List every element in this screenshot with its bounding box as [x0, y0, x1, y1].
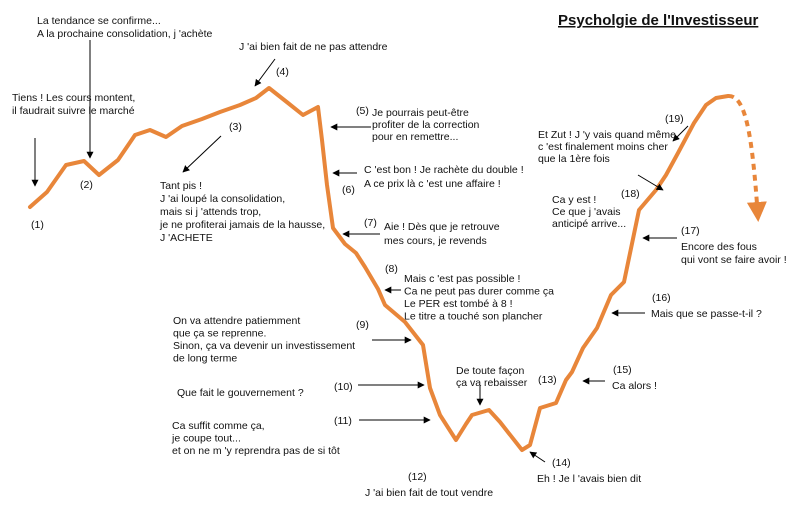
caption-line: que la 1ère fois: [538, 153, 610, 165]
caption-line: que ça se reprenne.: [173, 327, 267, 340]
caption-line: je ne profiterai jamais de la hausse,: [160, 219, 326, 231]
caption-line: pour en remettre...: [372, 131, 459, 143]
caption-line: Tiens ! Les cours montent,: [12, 92, 136, 104]
caption-line: je coupe tout...: [172, 432, 241, 445]
step-number: (3): [229, 121, 242, 133]
step-captions: [12, 15, 787, 499]
caption-line: Encore des fous: [681, 241, 757, 253]
caption-14: [537, 473, 641, 485]
caption-line: La tendance se confirme...: [37, 15, 161, 27]
diagram-title: Psycholgie de l'Investisseur: [558, 12, 759, 29]
caption-line: c 'est finalement moins cher: [538, 141, 668, 153]
caption-9: [173, 315, 355, 365]
caption-line: Et Zut ! J 'y vais quand même: [538, 129, 676, 141]
caption-line: Ce que j 'avais: [552, 206, 621, 218]
caption-8: [404, 273, 554, 323]
step-number: (5): [356, 105, 369, 117]
step-number: (16): [652, 292, 671, 304]
caption-line: On va attendre patiemment: [173, 315, 301, 327]
caption-line: Ca suffit comme ça,: [172, 420, 265, 432]
step-number: (14): [552, 457, 571, 469]
caption-line: Aie ! Dès que je retrouve: [384, 221, 500, 233]
caption-line: Tant pis !: [160, 180, 203, 192]
caption-line: de long terme: [173, 352, 238, 365]
caption-line: qui vont se faire avoir !: [681, 254, 787, 266]
caption-line: profiter de la correction: [372, 119, 480, 131]
step-number: (13): [538, 374, 557, 386]
caption-10: [177, 387, 304, 399]
step-number: (8): [385, 263, 398, 275]
caption-line: Je pourrais peut-être: [372, 107, 469, 119]
arrow-3: [183, 136, 221, 172]
caption-line: Ca y est !: [552, 194, 597, 206]
step-number: (15): [613, 364, 632, 376]
caption-line: mes cours, je revends: [384, 235, 487, 247]
projection-curve: [728, 96, 758, 218]
caption-line: A la prochaine consolidation, j 'achète: [37, 28, 213, 40]
step-number: (18): [621, 188, 640, 200]
caption-line: ça va rebaisser: [456, 377, 528, 389]
caption-13: [456, 365, 528, 389]
caption-18: [552, 194, 626, 230]
step-number: (11): [334, 415, 352, 427]
caption-line: Eh ! Je l 'avais bien dit: [537, 473, 642, 485]
step-number: (19): [665, 113, 684, 125]
caption-line: Le PER est tombé à 8 !: [404, 298, 513, 310]
caption-line: Ca ne peut pas durer comme ça: [404, 285, 554, 298]
caption-line: Mais c 'est pas possible !: [404, 273, 521, 285]
arrow-14: [530, 452, 545, 462]
step-number: (2): [80, 179, 93, 191]
caption-line: Que fait le gouvernement ?: [177, 387, 304, 399]
step-number: (4): [276, 66, 289, 78]
caption-7: [384, 221, 500, 247]
caption-4: [239, 41, 388, 53]
step-number: (9): [356, 319, 369, 331]
caption-1: [12, 92, 135, 117]
caption-3: [159, 180, 325, 244]
caption-16: [651, 308, 762, 320]
step-number: (17): [681, 225, 700, 237]
caption-19: [538, 129, 676, 165]
caption-11: [171, 420, 340, 457]
arrow-4: [255, 59, 275, 86]
caption-5: [372, 107, 480, 143]
caption-line: J 'ai bien fait de tout vendre: [365, 487, 494, 499]
caption-15: [612, 380, 657, 392]
caption-6: [364, 164, 524, 190]
caption-line: J 'ai bien fait de ne pas attendre: [239, 41, 388, 53]
caption-line: Ca alors !: [612, 380, 657, 392]
caption-line: C 'est bon ! Je rachète du double !: [364, 164, 524, 176]
caption-line: il faudrait suivre le marché: [12, 105, 135, 117]
caption-line: A ce prix là c 'est une affaire !: [364, 178, 501, 190]
caption-12: [365, 487, 493, 499]
step-number: (10): [334, 381, 353, 393]
caption-line: mais si j 'attends trop,: [160, 206, 262, 218]
step-number: (1): [31, 219, 44, 231]
step-number: (12): [408, 471, 427, 483]
step-number: (7): [364, 217, 377, 229]
caption-line: J 'ai loupé la consolidation,: [160, 193, 286, 205]
caption-2: [37, 15, 213, 40]
step-number: (6): [342, 184, 355, 196]
caption-line: et on ne m 'y reprendra pas de si tôt: [172, 445, 340, 457]
caption-17: [681, 241, 787, 266]
caption-line: anticipé arrive...: [552, 218, 627, 230]
caption-line: Mais que se passe-t-il ?: [651, 308, 762, 320]
caption-line: De toute façon: [456, 365, 525, 377]
caption-line: Sinon, ça va devenir un investissement: [173, 340, 356, 352]
caption-line: Le titre a touché son plancher: [404, 310, 543, 323]
caption-line: J 'ACHETE: [160, 232, 213, 244]
